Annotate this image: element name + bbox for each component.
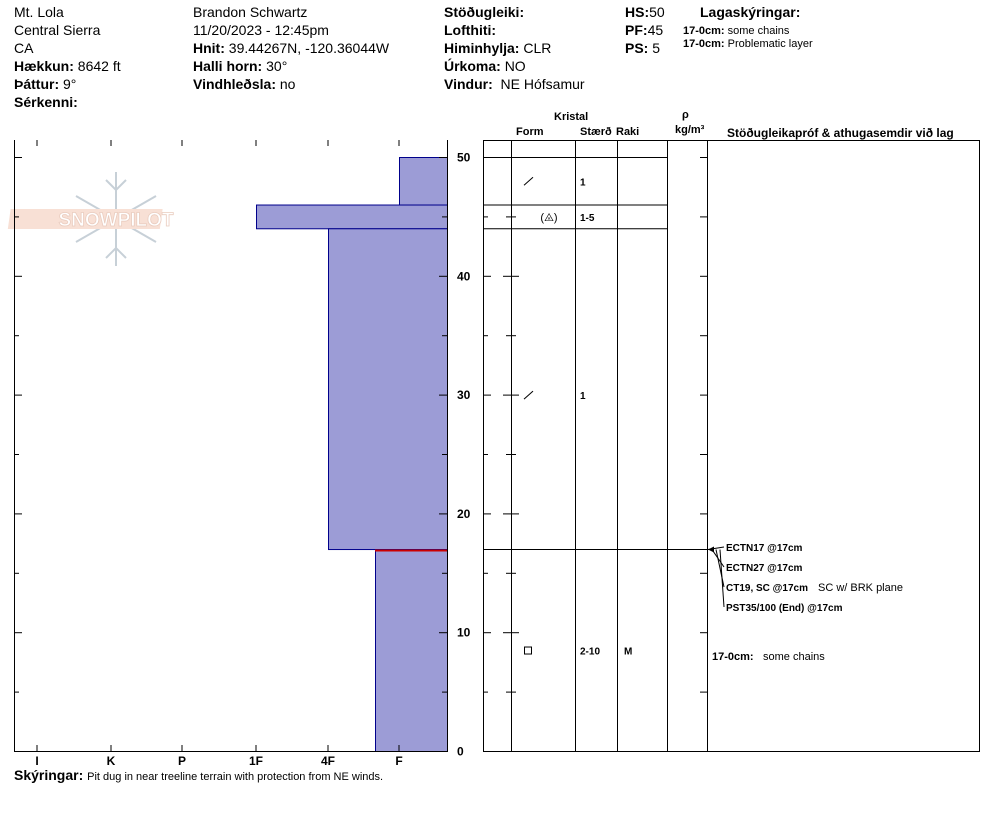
legend-item-range: 17-0cm: xyxy=(683,38,725,50)
wind-loading-label: Vindhleðsla: xyxy=(193,76,276,92)
elevation-value: 8642 ft xyxy=(77,58,121,74)
mountain-range: Central Sierra xyxy=(14,22,101,38)
hardness-tick-label: K xyxy=(106,754,116,768)
test-arrowhead xyxy=(708,547,714,553)
wind-value: NE Hófsamur xyxy=(500,76,585,92)
moisture-header: Raki xyxy=(616,126,640,138)
notes xyxy=(14,767,383,783)
hardness-bar xyxy=(257,205,448,229)
test-label: ECTN27 @17cm xyxy=(726,563,803,574)
grain-size-label: 1 xyxy=(580,391,586,403)
hardness-tick-label: F xyxy=(395,754,403,768)
pf-label: PF: xyxy=(625,22,648,38)
hs-value: 50 xyxy=(649,4,665,20)
legend-title: Lagaskýringar: xyxy=(700,4,801,20)
test-leader-line xyxy=(720,550,724,607)
pf-value: 45 xyxy=(647,22,664,38)
crystal-symbol: (⨻) xyxy=(540,211,558,224)
snowpilot-watermark xyxy=(8,172,174,266)
grain-size-label: 1-5 xyxy=(580,212,595,224)
aspect-label: Þáttur: xyxy=(14,76,60,92)
stability-label: Stöðugleiki: xyxy=(444,4,525,20)
test-label: CT19, SC @17cm xyxy=(726,583,809,594)
form-header: Form xyxy=(516,126,544,138)
state: CA xyxy=(14,40,34,56)
size-header: Stærð xyxy=(580,126,612,138)
slope-value: 30° xyxy=(266,58,288,74)
density-unit-header: kg/m³ xyxy=(675,124,705,136)
ps-value: 5 xyxy=(652,40,661,56)
legend-item-text: Problematic layer xyxy=(727,38,813,50)
stability-tests xyxy=(708,543,903,663)
datetime: 11/20/2023 - 12:45pm xyxy=(193,22,329,38)
test-label: ECTN17 @17cm xyxy=(726,543,803,554)
depth-tick-label: 20 xyxy=(457,506,471,521)
legend-item-text: some chains xyxy=(727,25,790,37)
sky-value: CLR xyxy=(523,40,552,56)
depth-tick-label: 50 xyxy=(457,150,471,165)
precip-label: Úrkoma: xyxy=(444,58,501,74)
depth-tick-label: 40 xyxy=(457,269,471,284)
grain-size-label: 1 xyxy=(580,177,586,189)
notes-text: Pit dug in near treeline terrain with protection from NE winds. xyxy=(87,771,384,783)
location-name: Mt. Lola xyxy=(14,4,64,20)
layer-comment-range: 17-0cm: xyxy=(712,651,754,663)
hardness-tick-label: 1F xyxy=(248,754,264,768)
hardness-bar xyxy=(329,229,448,550)
crystal-symbol xyxy=(524,391,533,399)
legend-item-range: 17-0cm: xyxy=(683,25,725,37)
moisture-label: M xyxy=(624,646,633,658)
depth-tick-label: 0 xyxy=(457,744,464,759)
depth-tick-label: 10 xyxy=(457,625,471,640)
slope-label: Halli horn: xyxy=(193,58,263,74)
grain-size-label: 2-10 xyxy=(580,646,601,658)
crystal-symbol xyxy=(525,647,532,654)
air-temp-label: Lofthiti: xyxy=(444,22,497,38)
hardness-tick-label: 4F xyxy=(320,754,336,768)
hardness-bar xyxy=(400,158,448,206)
layer-comment-text: some chains xyxy=(763,651,825,663)
tests-header: Stöðugleikapróf & athugasemdir við lag xyxy=(727,126,954,140)
wind-loading-value: no xyxy=(279,76,296,92)
crystal-header: Kristal xyxy=(554,111,589,123)
hardness-bar xyxy=(376,550,448,752)
hardness-tick-label: I xyxy=(35,754,39,768)
watermark-text: SNOWPILOT xyxy=(58,210,174,231)
rho-header: ρ xyxy=(682,109,689,121)
aspect-value: 9° xyxy=(63,76,77,92)
wind-label: Vindur: xyxy=(444,76,493,92)
observer: Brandon Schwartz xyxy=(193,4,308,20)
coords-value: 39.44267N, -120.36044W xyxy=(228,40,390,56)
precip-value: NO xyxy=(504,58,526,74)
features-label: Sérkenni: xyxy=(14,94,78,110)
ps-label: PS: xyxy=(625,40,649,56)
notes-label: Skýringar: xyxy=(14,767,84,783)
sky-label: Himinhylja: xyxy=(444,40,520,56)
hardness-bars xyxy=(257,158,448,752)
hs-label: HS: xyxy=(625,4,650,20)
depth-tick-label: 30 xyxy=(457,388,471,403)
test-comment: SC w/ BRK plane xyxy=(818,582,903,594)
hardness-tick-label: P xyxy=(177,754,187,768)
elevation-label: Hækkun: xyxy=(14,58,74,74)
crystal-symbol xyxy=(524,177,533,185)
coords-label: Hnit: xyxy=(193,40,225,56)
test-label: PST35/100 (End) @17cm xyxy=(726,603,843,614)
